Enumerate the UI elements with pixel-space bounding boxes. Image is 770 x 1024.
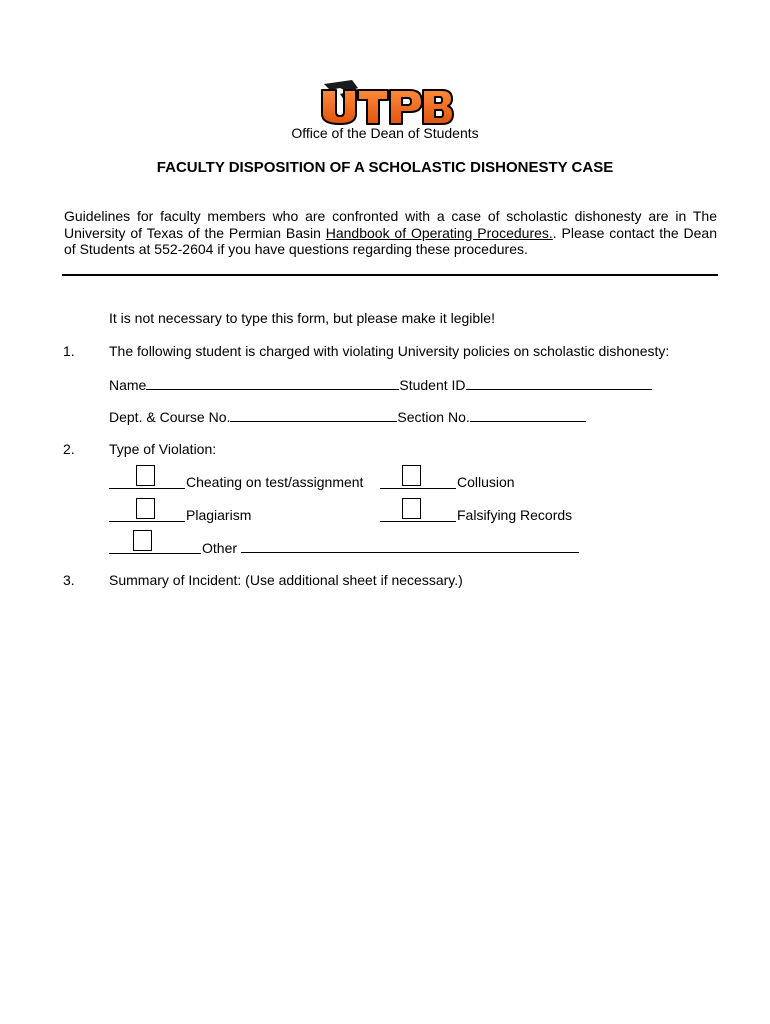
q1-text: The following student is charged with violating University policies on scholastic dishonesty: — [109, 343, 670, 359]
collusion-line — [380, 488, 456, 489]
q1-number: 1. — [63, 343, 75, 359]
q3-text: Summary of Incident: (Use additional sheet if necessary.) — [109, 572, 463, 588]
form-title: FACULTY DISPOSITION OF A SCHOLASTIC DISHONESTY CASE — [156, 159, 614, 176]
q2-number: 2. — [63, 441, 75, 457]
course-row — [109, 408, 586, 426]
guidelines-text-1: Guidelines for faculty members who are confronted with a case of scholastic dishonesty are in The University of Texas of the Permian Basin — [64, 208, 717, 241]
q3-number: 3. — [63, 572, 75, 588]
section-label: Section No. — [397, 409, 470, 425]
other-label: Other — [202, 540, 238, 556]
dept-course-field[interactable] — [230, 408, 397, 422]
handbook-link[interactable]: Handbook of Operating Procedures. — [325, 224, 553, 241]
section-field[interactable] — [470, 408, 586, 422]
divider — [62, 274, 718, 276]
falsifying-label: Falsifying Records — [457, 507, 573, 523]
other-checkbox[interactable] — [133, 530, 152, 551]
other-row — [202, 539, 579, 557]
other-line — [109, 553, 201, 554]
legibility-note: It is not necessary to type this form, but please make it legible! — [109, 310, 495, 326]
cheating-checkbox[interactable] — [136, 465, 155, 486]
cheating-line — [109, 488, 185, 489]
plagiarism-line — [109, 521, 185, 522]
cheating-label: Cheating on test/assignment — [186, 474, 364, 490]
dept-course-label: Dept. & Course No. — [109, 409, 231, 425]
name-field[interactable] — [146, 376, 399, 390]
name-label: Name — [109, 377, 147, 393]
falsifying-line — [380, 521, 456, 522]
student-id-field[interactable] — [466, 376, 652, 390]
falsifying-checkbox[interactable] — [402, 498, 421, 519]
q2-text: Type of Violation: — [109, 441, 217, 457]
plagiarism-label: Plagiarism — [186, 507, 252, 523]
name-row — [109, 376, 652, 394]
other-field[interactable] — [241, 539, 579, 553]
plagiarism-checkbox[interactable] — [136, 498, 155, 519]
guidelines-paragraph — [64, 208, 717, 258]
utpb-logo — [318, 78, 454, 126]
guidelines-text-2: . Please contact the Dean of Students at 552-2604 if you have questions regarding these procedures. — [64, 224, 717, 257]
collusion-label: Collusion — [457, 474, 515, 490]
student-id-label: Student ID — [399, 377, 466, 393]
office-name: Office of the Dean of Students — [291, 125, 479, 141]
collusion-checkbox[interactable] — [402, 465, 421, 486]
summary-area[interactable] — [109, 600, 717, 1000]
